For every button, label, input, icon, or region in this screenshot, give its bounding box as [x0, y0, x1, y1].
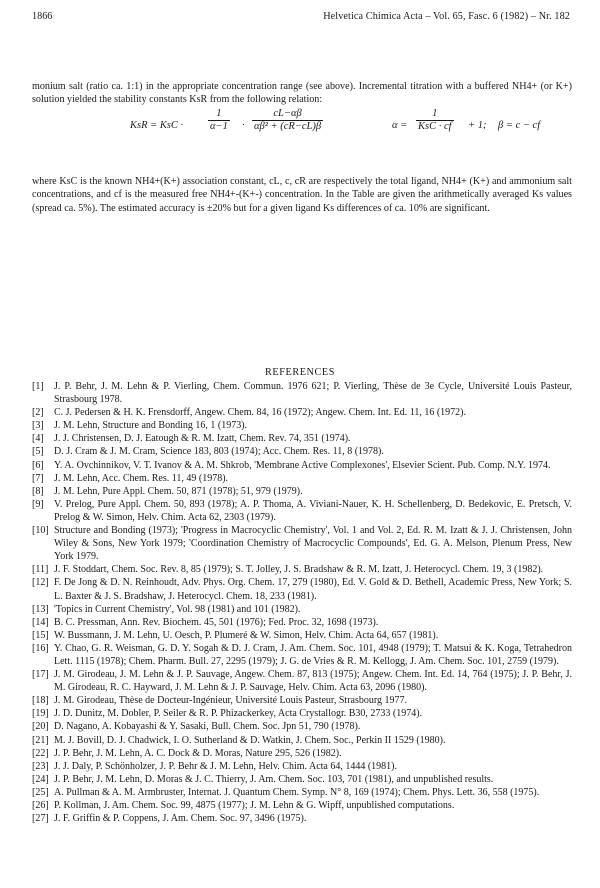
reference-item	[32, 563, 572, 576]
reference-item	[32, 419, 572, 432]
reference-text: J. P. Behr, J. M. Lehn & P. Vierling, Chem. Commun. 1976 621; P. Vierling, Thèse de 3e Cycle, Université Louis Pasteur, Strasbourg 1978.	[54, 381, 572, 406]
fraction-1-numerator: 1	[208, 108, 230, 121]
reference-item	[32, 406, 572, 419]
reference-text: J. F. Griffin & P. Coppens, J. Am. Chem. Soc. 97, 3496 (1975).	[54, 813, 307, 825]
reference-text: C. J. Pedersen & H. K. Frensdorff, Angew. Chem. 84, 16 (1972); Angew. Chem. Int. Ed. 11, 16 (1972).	[54, 407, 466, 419]
references-heading: REFERENCES	[265, 367, 335, 378]
reference-number: [21]	[32, 734, 49, 746]
stability-constant-equation	[130, 108, 541, 150]
alpha-definition-lhs: α =	[392, 120, 408, 131]
reference-item	[32, 694, 572, 707]
page-number: 1866	[32, 11, 53, 22]
reference-number: [20]	[32, 721, 49, 733]
reference-text: J. M. Lehn, Pure Appl. Chem. 50, 871 (1978); 51, 979 (1979).	[54, 485, 303, 497]
reference-text: Y. A. Ovchinnikov, V. T. Ivanov & A. M. Shkrob, 'Membrane Active Complexones', Elsevier Scient. Pub. Comp. N.Y. 1974.	[54, 459, 551, 471]
reference-text: J. M. Lehn, Acc. Chem. Res. 11, 49 (1978).	[54, 472, 229, 484]
reference-text: D. Nagano, A. Kobayashi & Y. Sasaki, Bull. Chem. Soc. Jpn 51, 790 (1978).	[54, 721, 361, 733]
fraction-2-numerator: cL−αβ	[252, 108, 323, 121]
multiply-dot: ·	[242, 120, 245, 131]
reference-number: [24]	[32, 773, 49, 785]
fraction-2-denominator: αβ² + (cR−cL)β	[254, 121, 322, 132]
reference-text: V. Prelog, Pure Appl. Chem. 50, 893 (1978); A. P. Thoma, A. Viviani-Nauer, K. H. Schellenberg, D. Bedekovic, E. Pretsch, V. Prelog & W. Simon, Helv. Chim. Acta 62, 2303 (1979).	[54, 498, 572, 523]
reference-number: [7]	[32, 472, 44, 484]
page-header	[32, 11, 570, 22]
reference-text: M. J. Bovill, D. J. Chadwick, I. O. Sutherland & D. Watkin, J. Chem. Soc., Perkin II 1529 (1980).	[54, 734, 446, 746]
fraction-3-numerator: 1	[416, 108, 454, 121]
reference-text: J. P. Behr, J. M. Lehn, D. Moras & J. C. Thierry, J. Am. Chem. Soc. 103, 701 (1981), and unpublished results.	[54, 773, 494, 785]
reference-number: [22]	[32, 747, 49, 759]
reference-item	[32, 380, 572, 406]
reference-item	[32, 812, 572, 825]
reference-item	[32, 629, 572, 642]
reference-number: [16]	[32, 642, 49, 654]
reference-number: [4]	[32, 433, 44, 445]
reference-item	[32, 498, 572, 524]
reference-text: Structure and Bonding (1973); 'Progress in Macrocyclic Chemistry', Vol. 1 and Vol. 2, Ed. R. M. Izatt & J. J. Christensen, John Wiley & Sons, New York 1979; 'Coordination Chemistry of Macrocyclic Compounds', Ed. G. A. Melson, Plenum Press, New York 1979.	[54, 525, 572, 563]
reference-item	[32, 472, 572, 485]
reference-number: [18]	[32, 695, 49, 707]
reference-text: J. M. Lehn, Structure and Bonding 16, 1 (1973).	[54, 420, 248, 432]
reference-number: [26]	[32, 800, 49, 811]
reference-number: [3]	[32, 420, 44, 432]
fraction-3-denominator: KsC · cf	[418, 121, 452, 132]
reference-item	[32, 603, 572, 616]
definitions-paragraph: where KsC is the known NH4+(K+) association constant, cL, c, cR are respectively the total ligand, NH4+ (K+) and ammonium salt concentrations, and cf is the measured free NH4+-(K+-) concentration. In the Table are given the arithmetically averaged Ks values (spread ca. 5%). The estimated accuracy is ±20% but for a given ligand Ks differences of ca. 10% are significant.	[32, 176, 572, 214]
reference-item	[32, 786, 572, 799]
reference-text: F. De Jong & D. N. Reinhoudt, Adv. Phys. Org. Chem. 17, 279 (1980), Ed. V. Gold & D. Bethell, Academic Press, New York; S. L. Baxter & J. S. Bradshaw, J. Heterocycl. Chem. 18, 233 (1981).	[54, 577, 572, 602]
reference-number: [12]	[32, 577, 49, 589]
beta-definition: β = c − cf	[498, 120, 541, 131]
reference-number: [8]	[32, 485, 44, 497]
reference-item	[32, 524, 572, 563]
reference-text: J. M. Girodeau, Thèse de Docteur-Ingénieur, Université Louis Pasteur, Strasbourg 1977.	[54, 695, 407, 707]
reference-number: [23]	[32, 760, 49, 772]
reference-item	[32, 459, 572, 472]
plus-one: + 1;	[468, 120, 487, 131]
reference-text: J. J. Christensen, D. J. Eatough & R. M. Izatt, Chem. Rev. 74, 351 (1974).	[54, 433, 351, 445]
reference-text: J. M. Girodeau, J. M. Lehn & J. P. Sauvage, Angew. Chem. 87, 813 (1975); Angew. Chem. Int. Ed. 14, 764 (1975); J. P. Behr, J. M. Girodeau, R. C. Hayward, J. M. Lehn & J. P. Sauvage, Helv. Chim. Acta 63, 2096 (1980).	[54, 669, 572, 694]
references-list	[32, 380, 572, 825]
reference-item	[32, 432, 572, 445]
reference-text: J. D. Dunitz, M. Dobler, P. Seiler & R. P. Phizackerkey, Acta Crystallogr. B30, 2733 (1974).	[54, 708, 423, 720]
reference-text: J. F. Stoddart, Chem. Soc. Rev. 8, 85 (1979); S. T. Jolley, J. S. Bradshaw & R. M. Izatt, J. Heterocycl. Chem. 19, 3 (1982).	[54, 564, 544, 576]
reference-text: A. Pullman & A. M. Armbruster, Internat. J. Quantum Chem. Symp. N° 8, 169 (1974); Chem. Phys. Lett. 36, 558 (1975).	[54, 786, 540, 798]
reference-item	[32, 576, 572, 602]
reference-text: J. P. Behr, J. M. Lehn, A. C. Dock & D. Moras, Nature 295, 526 (1982).	[54, 747, 342, 759]
reference-number: [14]	[32, 616, 49, 628]
fraction-2	[252, 108, 323, 133]
reference-text: D. J. Cram & J. M. Cram, Science 183, 803 (1974); Acc. Chem. Res. 11, 8 (1978).	[54, 446, 384, 458]
reference-number: [1]	[32, 381, 44, 392]
fraction-1	[208, 108, 230, 133]
fraction-3	[416, 108, 454, 133]
fraction-1-denominator: α−1	[210, 121, 228, 132]
reference-item	[32, 668, 572, 694]
reference-text: B. C. Pressman, Ann. Rev. Biochem. 45, 501 (1976); Fed. Proc. 32, 1698 (1973).	[54, 616, 379, 628]
reference-number: [10]	[32, 525, 49, 537]
reference-item	[32, 747, 572, 760]
reference-number: [27]	[32, 813, 49, 825]
reference-item	[32, 445, 572, 458]
reference-number: [17]	[32, 669, 49, 681]
reference-number: [6]	[32, 459, 44, 471]
reference-number: [9]	[32, 498, 44, 510]
reference-item	[32, 734, 572, 747]
reference-number: [25]	[32, 786, 49, 798]
journal-running-title: Helvetica Chimica Acta – Vol. 65, Fasc. 6 (1982) – Nr. 182	[323, 11, 570, 22]
reference-number: [15]	[32, 629, 49, 641]
reference-text: Y. Chao, G. R. Weisman, G. D. Y. Sogah & D. J. Cram, J. Am. Chem. Soc. 101, 4948 (1979); T. Matsui & K. Koga, Tetrahedron Lett. 1115 (1978); Chem. Pharm. Bull. 27, 2295 (1979); J. G. de Vries & R. M. Kellogg, J. Am. Chem. Soc. 101, 2759 (1979).	[54, 642, 572, 667]
reference-text: W. Bussmann, J. M. Lehn, U. Oesch, P. Plumeré & W. Simon, Helv. Chim. Acta 64, 657 (1981).	[54, 629, 439, 641]
reference-item	[32, 773, 572, 786]
reference-item	[32, 485, 572, 498]
reference-item	[32, 642, 572, 668]
reference-number: [13]	[32, 603, 49, 615]
reference-number: [5]	[32, 446, 44, 458]
reference-item	[32, 616, 572, 629]
reference-number: [2]	[32, 407, 44, 419]
reference-item	[32, 720, 572, 733]
reference-item	[32, 760, 572, 773]
reference-text: 'Topics in Current Chemistry', Vol. 98 (1981) and 101 (1982).	[54, 603, 301, 615]
reference-text: J. J. Daly, P. Schönholzer, J. P. Behr & J. M. Lehn, Helv. Chim. Acta 64, 1444 (1981).	[54, 760, 398, 772]
reference-text: P. Kollman, J. Am. Chem. Soc. 99, 4875 (1977); J. M. Lehn & G. Wipff, unpublished computations.	[54, 800, 455, 811]
reference-item	[32, 799, 572, 812]
reference-number: [19]	[32, 708, 49, 720]
equation-lhs: KsR = KsC ·	[130, 120, 184, 131]
reference-item	[32, 707, 572, 720]
intro-paragraph: monium salt (ratio ca. 1:1) in the appropriate concentration range (see above). Incremental titration with a buffered NH4+ (or K+) solution yielded the stability constants KsR from the following relation:	[32, 81, 572, 106]
reference-number: [11]	[32, 564, 49, 576]
